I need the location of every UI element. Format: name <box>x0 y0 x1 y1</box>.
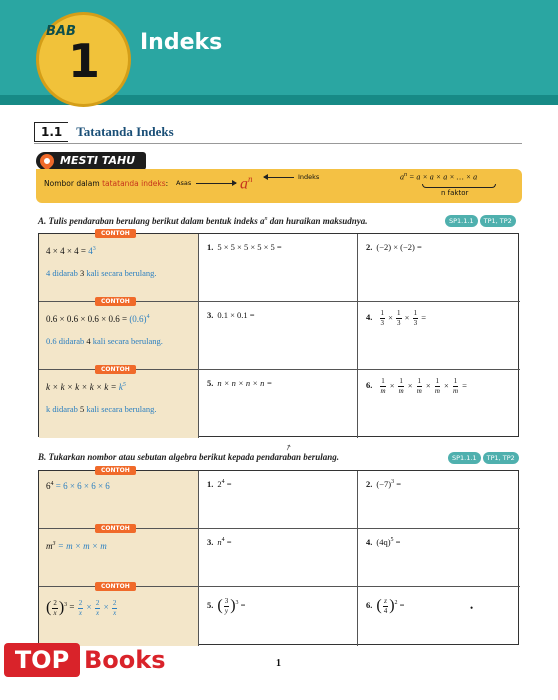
pen-mark: ↗ <box>283 442 294 453</box>
desc-prefix: 4 didarab <box>46 268 80 278</box>
fraction-den: 3 <box>380 319 384 327</box>
contoh-badge: CONTOH <box>95 229 136 238</box>
question-number: 5. <box>207 378 214 388</box>
part-a-instruction <box>38 216 368 226</box>
example-expr: 4 × 4 × 4 = <box>46 246 89 256</box>
page-number: 1 <box>276 658 281 669</box>
fraction <box>416 378 423 395</box>
example-answer-exp: 5 <box>122 382 126 388</box>
question-cell[interactable] <box>199 370 358 438</box>
question-tail: = <box>224 479 232 489</box>
example-cell <box>39 298 199 370</box>
question-exp: 5 <box>390 537 394 544</box>
example-exp: 4 <box>50 481 54 487</box>
fraction <box>95 600 101 617</box>
fraction-num: 1 <box>399 377 403 385</box>
mesti-tahu-label: MESTI TAHU <box>60 154 136 167</box>
example-answer-exp: 3 <box>92 246 96 252</box>
example-expr: 0.6 × 0.6 × 0.6 × 0.6 = <box>46 314 130 324</box>
sentence-highlight: tatatanda indeks <box>102 179 166 188</box>
fraction-den: x <box>113 608 117 617</box>
formula-rhs: = a × a × a × … × a <box>407 172 478 182</box>
desc-suffix: kali secara berulang. <box>90 336 163 346</box>
question-text: 0.1 × 0.1 = <box>217 310 255 320</box>
question-number: 4. <box>366 312 373 323</box>
section-number: 1.1 <box>34 122 68 142</box>
fraction-den: m <box>452 387 458 395</box>
question-number: 6. <box>366 599 373 610</box>
power-formula <box>400 172 477 182</box>
tp-tag: TP1, TP2 <box>483 452 519 464</box>
part-b-tags <box>448 452 519 464</box>
fraction <box>434 378 441 395</box>
example-base: 6 <box>46 481 51 491</box>
fraction-den: y <box>224 606 228 615</box>
indeks-label: Indeks <box>298 173 320 181</box>
fraction-den: m <box>380 387 386 395</box>
sp-tag: SP1.1.1 <box>445 215 478 227</box>
fraction-den: 4 <box>383 606 388 615</box>
example-cell <box>39 366 199 438</box>
mesti-tahu-box <box>36 169 522 203</box>
tp-tag: TP1, TP2 <box>480 215 516 227</box>
logo-books: Books <box>84 646 166 674</box>
fraction-den: m <box>398 387 404 395</box>
desc-prefix: k didarab <box>46 404 80 414</box>
instruction-text: B. Tukarkan nombor atau sebutan algebra berikut kepada pendaraban berulang. <box>38 452 339 462</box>
fraction-den: x <box>78 608 83 617</box>
fraction-num: z <box>384 596 387 605</box>
fraction-num: 3 <box>224 596 229 605</box>
question-exp: 4 <box>221 537 225 544</box>
fraction-den: m <box>434 387 440 395</box>
question-tail: = <box>224 537 232 547</box>
example-expression <box>46 382 126 392</box>
question-cell[interactable] <box>358 302 520 370</box>
power-exponent: n <box>248 174 253 184</box>
underbrace <box>422 184 496 188</box>
example-base: m <box>46 541 53 551</box>
fraction-product: 4. $\frac{1}{3}$ × $\frac{1}{3}$ × $\frac{1}{3}$ = <box>366 309 427 327</box>
question-number: 3. <box>207 310 214 320</box>
contoh-badge: CONTOH <box>95 297 136 306</box>
question-tail: = <box>238 599 246 610</box>
formula-exponent: n <box>404 172 407 178</box>
question-exp: 3 <box>235 600 239 607</box>
arrow-right-icon <box>196 183 236 184</box>
question-exp: 4 <box>221 479 225 486</box>
contoh-badge: CONTOH <box>95 365 136 374</box>
contoh-badge: CONTOH <box>95 582 136 591</box>
example-expression <box>46 541 107 551</box>
question-number: 1. <box>207 242 214 252</box>
part-a-grid <box>38 230 519 437</box>
question-text: 5 × 5 × 5 × 5 × 5 = <box>217 242 282 252</box>
example-answer-base: 4 <box>88 246 93 256</box>
sentence-suffix: : <box>165 179 169 188</box>
fraction-num: 1 <box>380 309 384 317</box>
question-number: 6. <box>366 380 373 391</box>
chapter-bab-label: BAB <box>46 24 76 39</box>
sentence-prefix: Nombor dalam <box>44 179 103 188</box>
fraction-product: 6. $\frac{1}{m}$ × $\frac{1}{m}$ × $\frac{1}{m}$ × $\frac{1}{m}$ × $\frac{1}{m}$ = <box>366 377 467 395</box>
fraction <box>224 598 230 615</box>
example-expression <box>46 314 150 324</box>
fraction <box>398 378 405 395</box>
example-expression: ( $\frac{2}{x}$ )$^3$ = $\frac{2}{x}$ × $\frac{2}{x}$ × $\frac{2}{x}$ <box>46 598 117 617</box>
desc-count: 3 <box>80 268 85 278</box>
question-number: 3. <box>207 537 214 547</box>
example-answer-base: k <box>118 382 123 392</box>
fraction <box>78 600 84 617</box>
arrow-left-icon <box>264 177 294 178</box>
question-cell[interactable] <box>199 471 358 529</box>
question-text: (−2) × (−2) = <box>376 242 422 252</box>
question-number: 1. <box>207 479 214 489</box>
fraction <box>52 600 58 617</box>
section-divider <box>34 143 522 144</box>
stray-mark: • <box>470 603 474 613</box>
contoh-badge: CONTOH <box>95 524 136 533</box>
example-expression <box>46 481 110 491</box>
example-rhs: = 6 × 6 × 6 × 6 <box>55 481 110 491</box>
section-title: Tatatanda Indeks <box>76 124 174 139</box>
fraction-num: 2 <box>53 598 57 607</box>
example-description <box>46 336 163 346</box>
topbooks-logo <box>4 643 179 677</box>
desc-count: 5 <box>80 404 85 414</box>
chapter-title: Indeks <box>140 30 223 55</box>
question-tail: = <box>394 479 402 489</box>
desc-prefix: 0.6 didarab <box>46 336 87 346</box>
power-base: a <box>240 175 248 193</box>
question-text: n × n × n × n = <box>217 378 273 388</box>
fraction-den: 3 <box>413 319 418 327</box>
chapter-number: 1 <box>68 34 101 88</box>
question-base: (4q) <box>376 537 391 547</box>
example-exp: 3 <box>64 602 68 609</box>
question-number: 2. <box>366 479 373 489</box>
example-description <box>46 404 156 414</box>
formula-lhs: a <box>400 172 404 182</box>
desc-suffix: kali secara berulang. <box>84 404 157 414</box>
asas-label: Asas <box>176 179 192 187</box>
section-header <box>34 122 174 142</box>
fraction-num: 2 <box>112 598 117 607</box>
fraction-num: 2 <box>95 598 100 607</box>
fraction <box>383 598 389 615</box>
fraction-num: 1 <box>397 309 401 317</box>
fraction-den: x <box>96 608 100 617</box>
question-exp: 3 <box>391 479 395 486</box>
fraction-num: 1 <box>453 377 458 385</box>
desc-suffix: kali secara berulang. <box>84 268 157 278</box>
fraction <box>380 310 386 327</box>
question-cell[interactable] <box>358 370 520 438</box>
question-base: n <box>217 537 222 547</box>
example-cell <box>39 583 199 646</box>
question-base: (−7) <box>376 479 392 489</box>
sp-tag: SP1.1.1 <box>448 452 481 464</box>
fraction <box>380 378 387 395</box>
fraction <box>452 378 459 395</box>
example-cell <box>39 230 199 302</box>
map-pin-icon <box>37 151 57 171</box>
faktor-label: n faktor <box>441 189 469 197</box>
fraction-den: x <box>53 608 57 617</box>
example-answer-exp: 4 <box>146 314 150 320</box>
example-cell <box>39 525 199 587</box>
desc-count: 4 <box>86 336 91 346</box>
fraction-den: 3 <box>397 319 401 327</box>
instruction-tail: dan huraikan maksudnya. <box>267 216 368 226</box>
part-a-tags <box>445 215 516 227</box>
question-exp: 2 <box>394 600 398 607</box>
logo-top: TOP <box>4 643 80 677</box>
question-tail: = <box>393 537 401 547</box>
fraction-num: 1 <box>381 377 385 385</box>
example-rhs: = m × m × m <box>57 541 107 551</box>
example-exp: 3 <box>52 541 56 547</box>
question-tail: = <box>397 599 405 610</box>
question-number: 5. <box>207 599 214 610</box>
fraction <box>413 310 419 327</box>
fraction-num: 1 <box>417 377 421 385</box>
instruction-text: A. Tulis pendaraban berulang berikut dalam bentuk indeks a <box>38 216 265 226</box>
power-notation <box>240 174 253 193</box>
fraction-num: 1 <box>435 377 440 385</box>
question-number: 2. <box>366 242 373 252</box>
question-cell[interactable] <box>358 529 520 587</box>
fraction-num: 1 <box>413 309 418 317</box>
fraction <box>396 310 402 327</box>
example-expr: k × k × k × k × k = <box>46 382 119 392</box>
part-b-instruction <box>38 452 339 462</box>
fraction-num: 2 <box>78 598 83 607</box>
example-expression <box>46 246 96 256</box>
fraction-den: m <box>416 387 422 395</box>
question-cell[interactable] <box>358 234 520 302</box>
question-cell[interactable] <box>358 471 520 529</box>
question-cell[interactable] <box>199 234 358 302</box>
question-cell[interactable] <box>199 302 358 370</box>
question-cell[interactable]: 6. ( $\frac{z}{4}$ )$^2$ = <box>366 596 405 615</box>
part-b-grid <box>38 467 519 645</box>
question-number: 4. <box>366 537 373 547</box>
example-cell <box>39 467 199 529</box>
contoh-badge: CONTOH <box>95 466 136 475</box>
mesti-tahu-tag <box>36 152 146 170</box>
question-cell[interactable]: 5. ( $\frac{3}{y}$ )$^3$ = <box>199 587 358 646</box>
question-cell[interactable] <box>199 529 358 587</box>
instruction-sup: n <box>264 216 268 222</box>
example-description <box>46 268 156 278</box>
example-answer-base: (0.6) <box>129 314 147 324</box>
fraction <box>112 600 118 617</box>
mesti-tahu-sentence <box>44 179 168 188</box>
question-base: 2 <box>217 479 222 489</box>
